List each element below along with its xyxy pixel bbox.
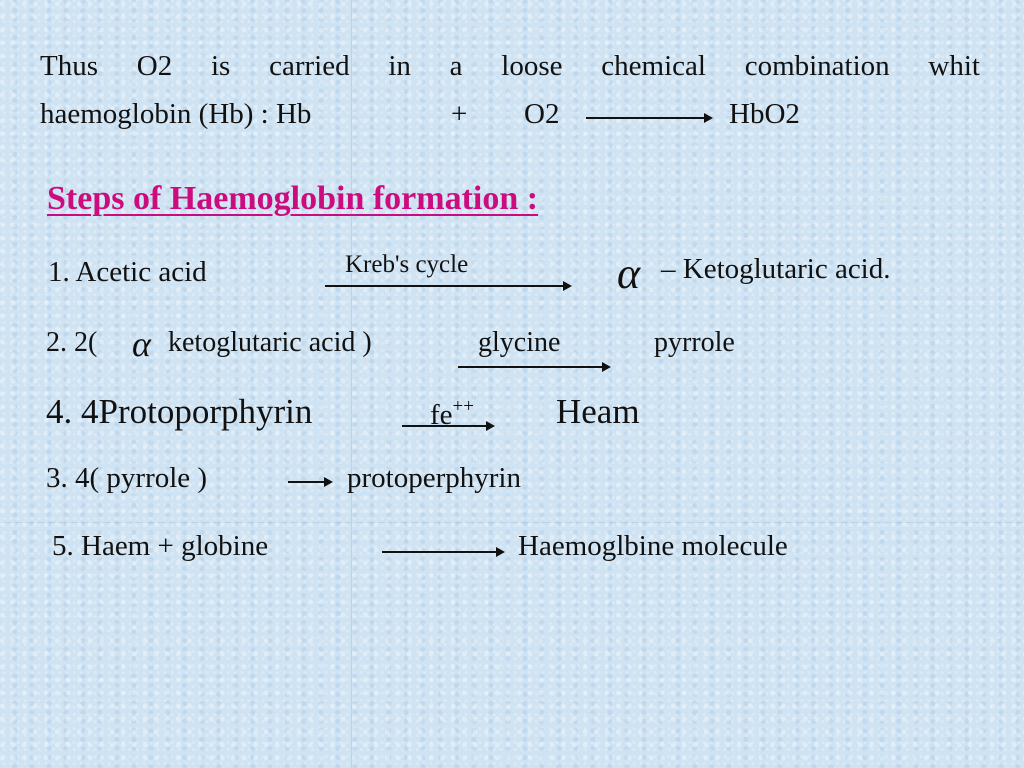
step2-right: pyrrole: [654, 327, 735, 358]
intro-line-2: haemoglobin (Hb) : Hb: [40, 98, 312, 130]
plus-sign: +: [451, 98, 468, 130]
step3-arrow: [288, 481, 330, 483]
alpha-symbol: α: [617, 249, 641, 298]
step2-prefix: 2. 2(: [46, 327, 98, 358]
step5-right: Haemoglbine molecule: [518, 530, 788, 562]
step2-middle: ketoglutaric acid ): [168, 327, 372, 358]
intro-line-1: Thus O2 is carried in a loose chemical combination whit: [40, 50, 980, 82]
step3-left: 3. 4( pyrrole ): [46, 462, 208, 494]
reaction-arrow: [586, 117, 710, 119]
o2-text: O2: [524, 98, 560, 130]
alpha-symbol: α: [132, 324, 151, 364]
step5-left: 5. Haem + globine: [52, 530, 269, 562]
step1-arrow-label: Kreb's cycle: [345, 251, 469, 278]
step5-arrow: [382, 551, 502, 553]
step2-arrow: [458, 366, 608, 368]
hbo2-text: HbO2: [729, 98, 800, 130]
step3-right: protoperphyrin: [347, 462, 521, 494]
fe-text: fe: [430, 399, 453, 431]
step1-left: 1. Acetic acid: [48, 256, 207, 288]
fe-superscript: ++: [452, 396, 474, 417]
step1-right: – Ketoglutaric acid.: [661, 253, 891, 285]
step4-arrow: [402, 425, 492, 427]
step1-arrow: [325, 285, 569, 287]
section-heading: Steps of Haemoglobin formation :: [47, 180, 539, 217]
step2-arrow-label: glycine: [478, 327, 561, 358]
step4-right: Heam: [556, 392, 640, 431]
step4-left: 4. 4Protoporphyrin: [46, 392, 313, 431]
